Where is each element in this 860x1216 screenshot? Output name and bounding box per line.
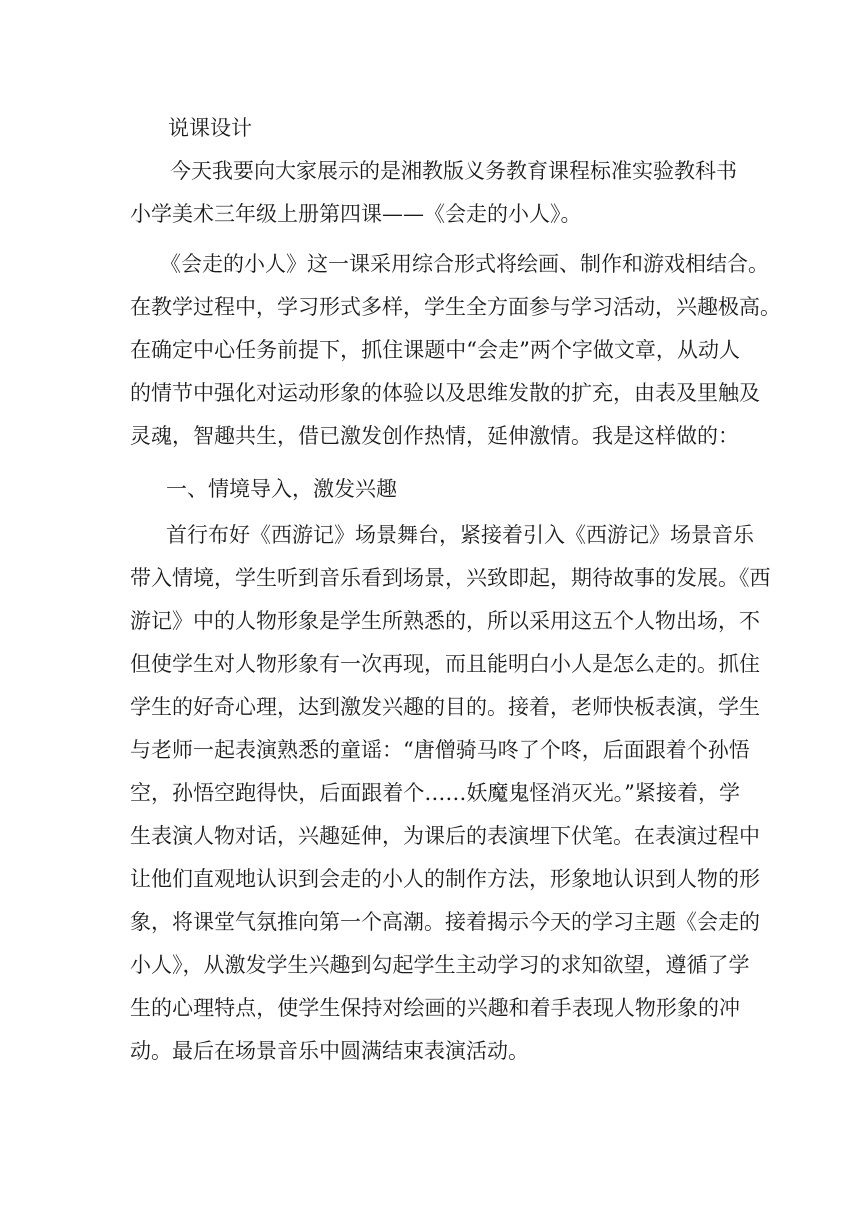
section-heading: 一、情境导入，激发兴趣 [166, 477, 397, 501]
paragraph-line: 在确定中心任务前提下，抓住课题中“会走”两个字做文章，从动人 [130, 338, 740, 362]
paragraph-line: 游记》中的人物形象是学生所熟悉的，所以采用这五个人物出场，不 [130, 609, 760, 633]
paragraph-line: 空，孙悟空跑得快，后面跟着个……妖魔鬼怪消灭光。”紧接着，学 [130, 781, 740, 805]
paragraph-line: 小人》，从激发学生兴趣到勾起学生主动学习的求知欲望，遵循了学 [130, 953, 750, 977]
paragraph-line: 生的心理特点，使学生保持对绘画的兴趣和着手表现人物形象的冲 [130, 996, 740, 1020]
intro-line: 今天我要向大家展示的是湘教版义务教育课程标准实验教科书 [170, 159, 737, 183]
paragraph-line: 与老师一起表演熟悉的童谣：“唐僧骑马咚了个咚，后面跟着个孙悟 [130, 738, 750, 762]
paragraph-line: 在教学过程中，学习形式多样，学生全方面参与学习活动，兴趣极高。 [130, 295, 781, 319]
document-title: 说课设计 [168, 116, 252, 140]
paragraph-line: 带入情境，学生听到音乐看到场景，兴致即起，期待故事的发展。《西 [130, 566, 771, 590]
paragraph-line: 让他们直观地认识到会走的小人的制作方法，形象地认识到人物的形 [130, 867, 760, 891]
paragraph-line: 象，将课堂气氛推向第一个高潮。接着揭示今天的学习主题《会走的 [130, 910, 760, 934]
paragraph-line: 的情节中强化对运动形象的体验以及思维发散的扩充，由表及里触及 [130, 381, 760, 405]
paragraph-line: 《会走的小人》这一课采用综合形式将绘画、制作和游戏相结合。 [160, 252, 769, 276]
paragraph-line: 灵魂，智趣共生，借已激发创作热情，延伸激情。我是这样做的： [130, 424, 739, 448]
paragraph-line: 动。最后在场景音乐中圆满结束表演活动。 [130, 1039, 529, 1063]
paragraph-line: 首行布好《西游记》场景舞台，紧接着引入《西游记》场景音乐 [166, 523, 754, 547]
paragraph-line: 生表演人物对话，兴趣延伸，为课后的表演埋下伏笔。在表演过程中 [130, 824, 760, 848]
intro-line: 小学美术三年级上册第四课——《会走的小人》。 [130, 202, 582, 226]
paragraph-line: 但使学生对人物形象有一次再现，而且能明白小人是怎么走的。抓住 [130, 652, 760, 676]
paragraph-line: 学生的好奇心理，达到激发兴趣的目的。接着，老师快板表演，学生 [130, 695, 760, 719]
